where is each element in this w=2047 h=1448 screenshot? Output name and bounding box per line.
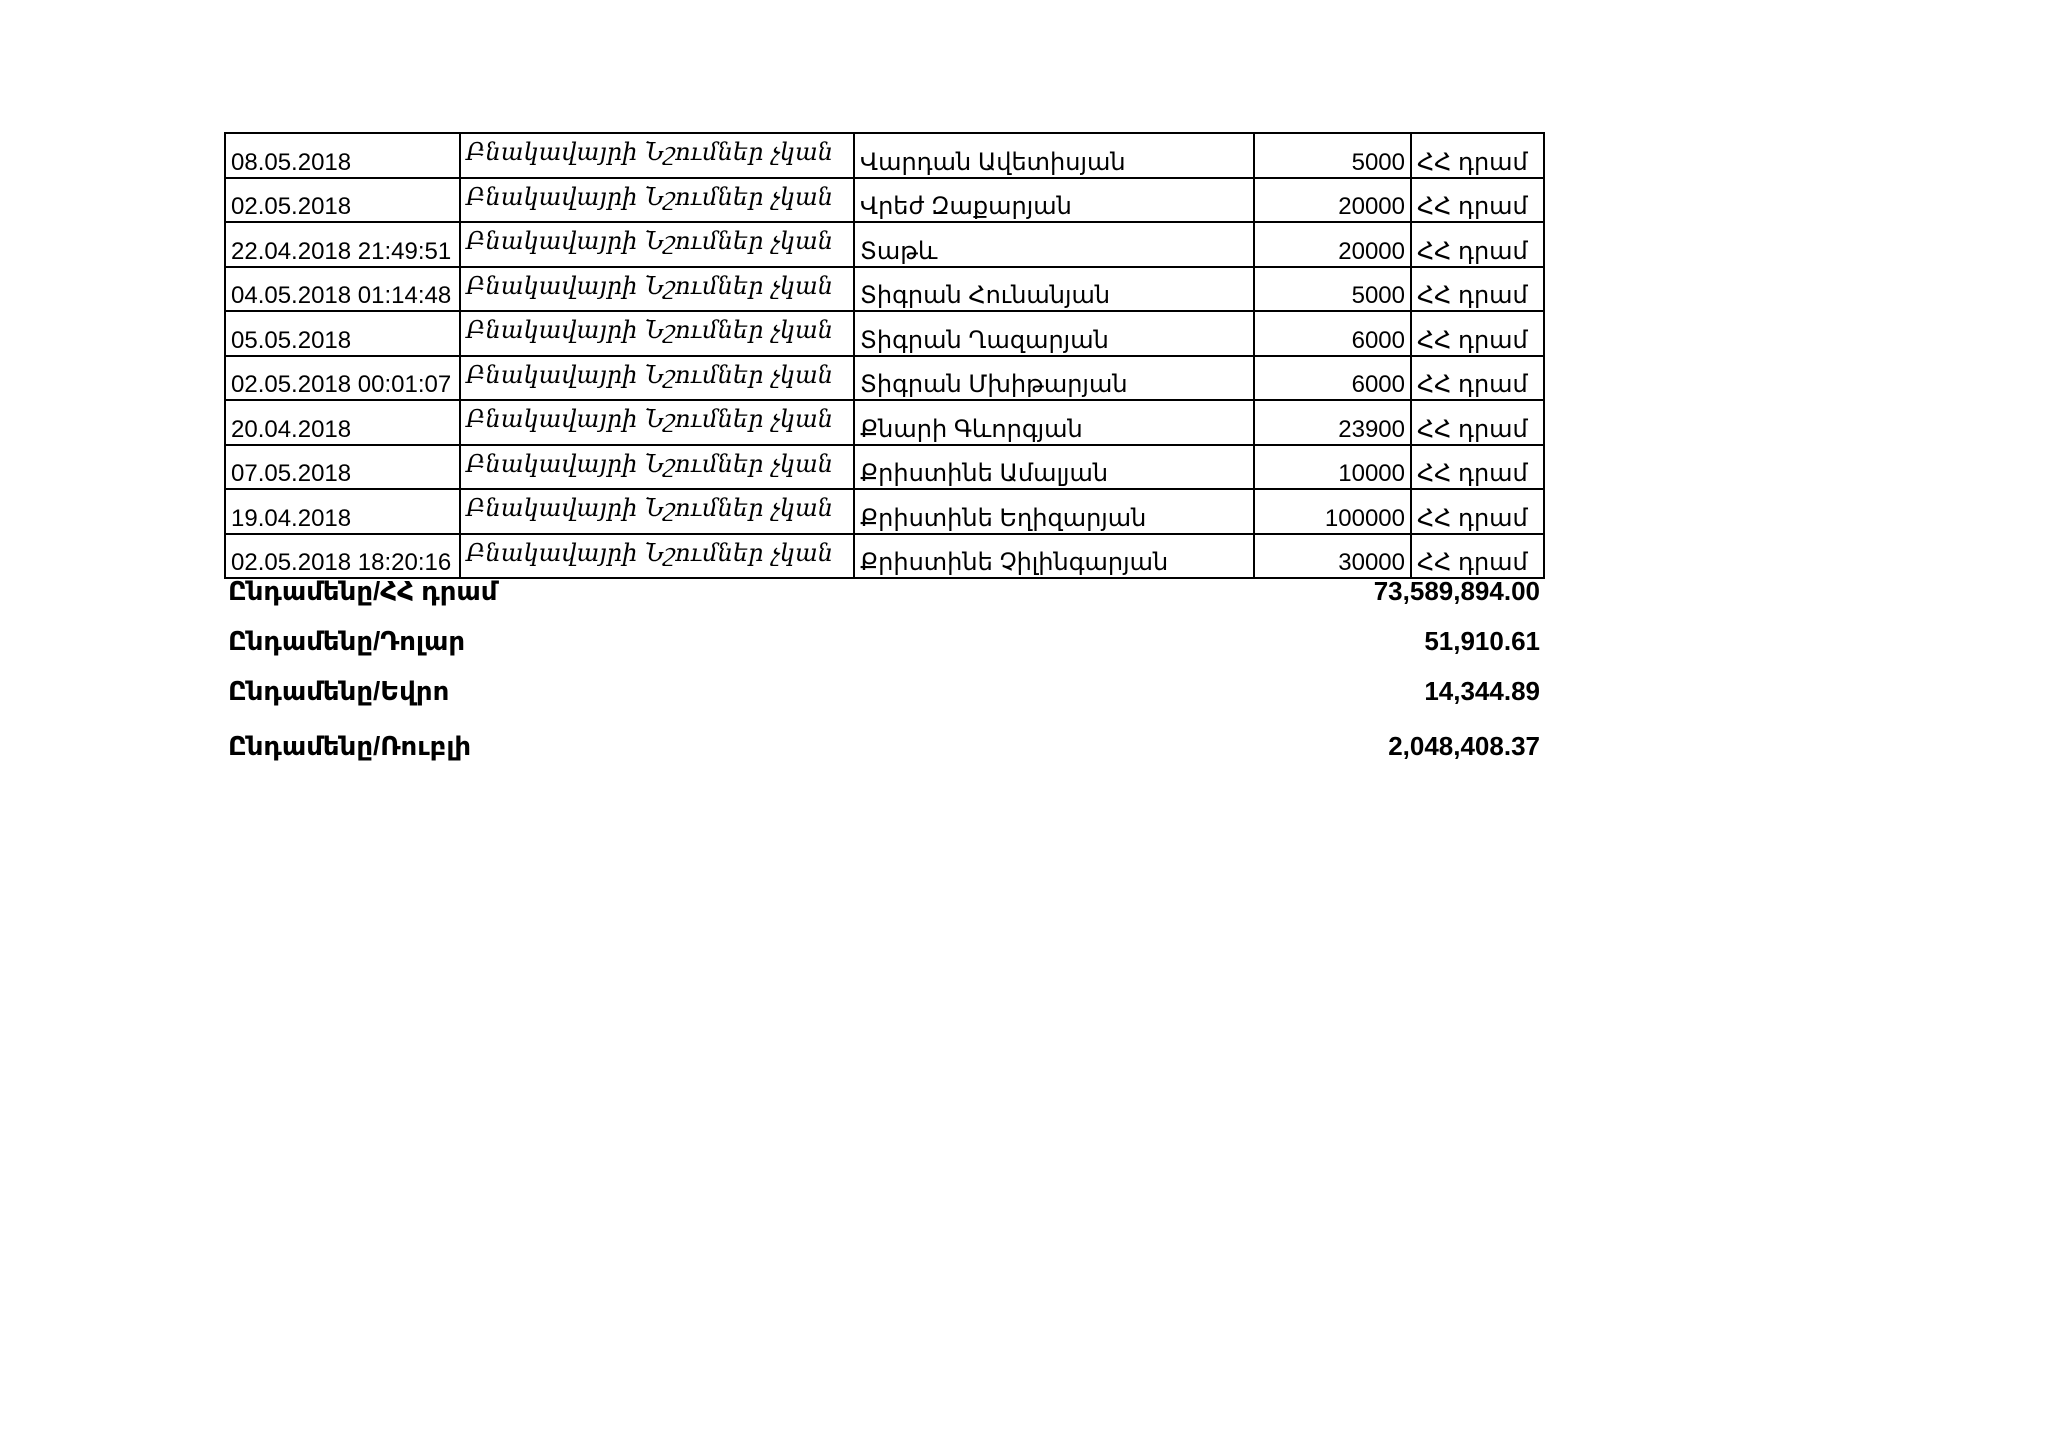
amount-cell: 100000: [1254, 489, 1411, 534]
currency-cell: ՀՀ դրամ: [1411, 133, 1544, 178]
total-row-amd: [226, 572, 1540, 622]
table-row: [225, 400, 1544, 445]
total-row-rub: [226, 722, 1540, 776]
date-cell: 02.05.2018: [225, 178, 460, 223]
total-label: Ընդամենը/ՀՀ դրամ: [228, 576, 498, 606]
total-value: 2,048,408.37: [1388, 731, 1540, 761]
currency-cell: ՀՀ դրամ: [1411, 267, 1544, 312]
date-cell: 04.05.2018 01:14:48: [225, 267, 460, 312]
amount-cell: 6000: [1254, 311, 1411, 356]
note-cell: Բնակավայրի Նշումներ չկան: [460, 534, 854, 579]
total-value: 14,344.89: [1424, 676, 1540, 706]
name-cell: Վրեժ Զաքարյան: [854, 178, 1254, 223]
amount-cell: 5000: [1254, 133, 1411, 178]
name-cell: Տիգրան Ղազարյան: [854, 311, 1254, 356]
note-cell: Բնակավայրի Նշումներ չկան: [460, 222, 854, 267]
note-cell: Բնակավայրի Նշումներ չկան: [460, 400, 854, 445]
table-row: [225, 489, 1544, 534]
total-label: Ընդամենը/Դոլար: [228, 626, 466, 656]
total-row-usd: [226, 622, 1540, 672]
total-label: Ընդամենը/Եվրո: [228, 676, 450, 706]
table-row: [225, 356, 1544, 401]
table-row: [225, 445, 1544, 490]
name-cell: Քնարի Գևորգյան: [854, 400, 1254, 445]
currency-cell: ՀՀ դրամ: [1411, 489, 1544, 534]
note-cell: Բնակավայրի Նշումներ չկան: [460, 311, 854, 356]
currency-cell: ՀՀ դրամ: [1411, 445, 1544, 490]
note-cell: Բնակավայրի Նշումներ չկան: [460, 489, 854, 534]
total-value: 51,910.61: [1424, 626, 1540, 656]
amount-cell: 23900: [1254, 400, 1411, 445]
amount-cell: 10000: [1254, 445, 1411, 490]
date-cell: 02.05.2018 00:01:07: [225, 356, 460, 401]
date-cell: 07.05.2018: [225, 445, 460, 490]
amount-cell: 30000: [1254, 534, 1411, 579]
currency-cell: ՀՀ դրամ: [1411, 356, 1544, 401]
table-row: [225, 311, 1544, 356]
note-cell: Բնակավայրի Նշումներ չկան: [460, 445, 854, 490]
total-row-eur: [226, 672, 1540, 722]
table-row: [225, 133, 1544, 178]
amount-cell: 6000: [1254, 356, 1411, 401]
table-row: [225, 222, 1544, 267]
currency-cell: ՀՀ դրամ: [1411, 400, 1544, 445]
date-cell: 22.04.2018 21:49:51: [225, 222, 460, 267]
date-cell: 20.04.2018: [225, 400, 460, 445]
date-cell: 19.04.2018: [225, 489, 460, 534]
note-cell: Բնակավայրի Նշումներ չկան: [460, 267, 854, 312]
currency-cell: ՀՀ դրամ: [1411, 534, 1544, 579]
currency-cell: ՀՀ դրամ: [1411, 178, 1544, 223]
totals-section: [226, 572, 1540, 776]
table-row: [225, 267, 1544, 312]
name-cell: Քրիստինե Չիլինգարյան: [854, 534, 1254, 579]
name-cell: Քրիստինե Ամալյան: [854, 445, 1254, 490]
amount-cell: 20000: [1254, 178, 1411, 223]
donations-table-body: [225, 133, 1544, 578]
name-cell: Տիգրան Հունանյան: [854, 267, 1254, 312]
currency-cell: ՀՀ դրամ: [1411, 222, 1544, 267]
name-cell: Տիգրան Մխիթարյան: [854, 356, 1254, 401]
name-cell: Վարդան Ավետիսյան: [854, 133, 1254, 178]
note-cell: Բնակավայրի Նշումներ չկան: [460, 356, 854, 401]
amount-cell: 5000: [1254, 267, 1411, 312]
date-cell: 05.05.2018: [225, 311, 460, 356]
note-cell: Բնակավայրի Նշումներ չկան: [460, 133, 854, 178]
donations-table: [224, 132, 1545, 579]
date-cell: 02.05.2018 18:20:16: [225, 534, 460, 579]
name-cell: Տաթև: [854, 222, 1254, 267]
date-cell: 08.05.2018: [225, 133, 460, 178]
total-value: 73,589,894.00: [1373, 576, 1540, 606]
amount-cell: 20000: [1254, 222, 1411, 267]
table-row: [225, 178, 1544, 223]
name-cell: Քրիստինե Եղիզարյան: [854, 489, 1254, 534]
note-cell: Բնակավայրի Նշումներ չկան: [460, 178, 854, 223]
total-label: Ընդամենը/Ռուբլի: [228, 731, 472, 761]
currency-cell: ՀՀ դրամ: [1411, 311, 1544, 356]
